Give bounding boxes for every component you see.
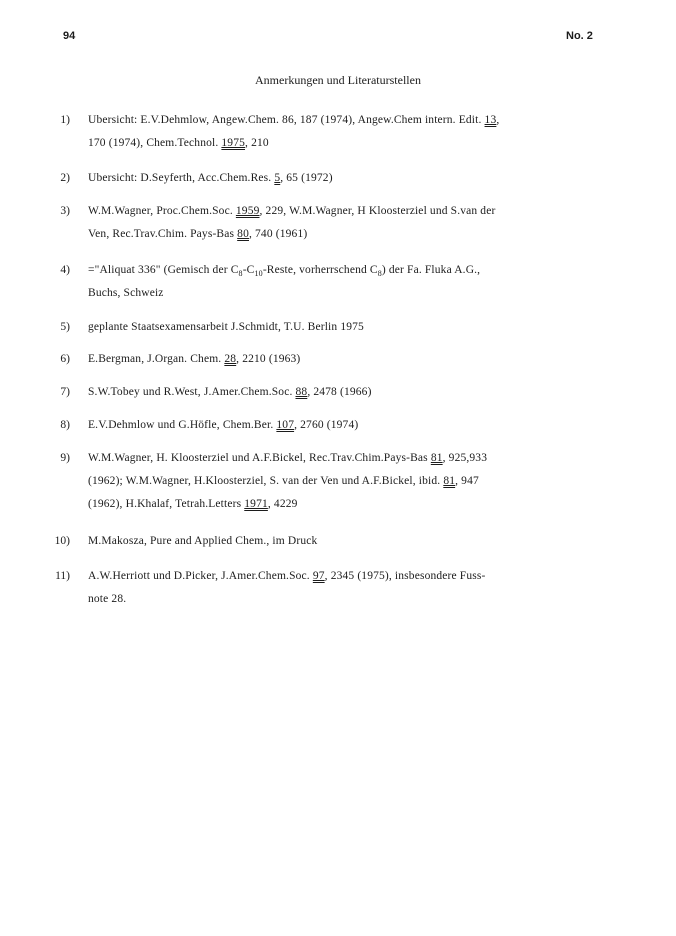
volume: 13 — [484, 114, 497, 126]
reference-line: M.Makosza, Pure and Applied Chem., im Druck — [88, 535, 318, 547]
reference-line: A.W.Herriott und D.Picker, J.Amer.Chem.Soc. 97, 2345 (1975), insbesondere Fuss- — [88, 570, 486, 582]
volume: 97 — [312, 570, 325, 582]
reference-line: 170 (1974), Chem.Technol. 1975, 210 — [88, 137, 269, 149]
volume: 5 — [274, 172, 281, 184]
reference-line: W.M.Wagner, H. Kloosterziel und A.F.Bickel, Rec.Trav.Chim.Pays-Bas 81, 925,933 — [88, 452, 488, 464]
reference-number: 7) — [60, 386, 70, 398]
reference-number: 5) — [60, 321, 70, 333]
volume: 28 — [224, 353, 237, 365]
reference-number: 9) — [60, 452, 70, 464]
volume: 88 — [295, 386, 308, 398]
reference-line: Ven, Rec.Trav.Chim. Pays-Bas 80, 740 (1961) — [88, 228, 308, 240]
reference-number: 1) — [60, 114, 70, 126]
volume: 1959 — [235, 205, 260, 217]
reference-number: 3) — [60, 205, 70, 217]
reference-number: 2) — [60, 172, 70, 184]
reference-number: 11) — [55, 570, 70, 582]
reference-line: (1962); W.M.Wagner, H.Kloosterziel, S. van der Ven und A.F.Bickel, ibid. 81, 947 — [88, 475, 479, 487]
reference-number: 10) — [54, 535, 70, 547]
reference-line: W.M.Wagner, Proc.Chem.Soc. 1959, 229, W.M.Wagner, H Kloosterziel und S.van der — [88, 205, 496, 217]
volume: 81 — [430, 452, 443, 464]
volume: 1975 — [221, 137, 246, 149]
reference-line: E.V.Dehmlow und G.Höfle, Chem.Ber. 107, 2760 (1974) — [88, 419, 359, 431]
page-number: 94 — [63, 30, 76, 42]
reference-number: 4) — [60, 264, 70, 276]
reference-line: Ubersicht: D.Seyferth, Acc.Chem.Res. 5, 65 (1972) — [88, 172, 333, 184]
reference-line: S.W.Tobey und R.West, J.Amer.Chem.Soc. 88, 2478 (1966) — [88, 386, 372, 398]
section-title: Anmerkungen und Literaturstellen — [255, 73, 421, 87]
reference-line: E.Bergman, J.Organ. Chem. 28, 2210 (1963) — [88, 353, 301, 365]
volume: 80 — [237, 228, 249, 240]
volume: 1971 — [244, 498, 268, 510]
issue-label: No. 2 — [566, 30, 593, 42]
reference-line: (1962), H.Khalaf, Tetrah.Letters 1971, 4229 — [88, 498, 298, 510]
reference-number: 8) — [60, 419, 70, 431]
reference-line: Ubersicht: E.V.Dehmlow, Angew.Chem. 86, 187 (1974), Angew.Chem intern. Edit. 13, — [88, 114, 500, 126]
volume: 81 — [443, 475, 456, 487]
reference-line: ="Aliquat 336" (Gemisch der $C_8-C_{10}$-Reste, vorherrschend $C_8$) der Fa. Fluka A.G., — [88, 264, 481, 278]
volume: 107 — [276, 419, 295, 431]
reference-line: Buchs, Schweiz — [88, 287, 164, 299]
reference-line: note 28. — [88, 593, 127, 605]
reference-number: 6) — [60, 353, 70, 365]
reference-line: geplante Staatsexamensarbeit J.Schmidt, T.U. Berlin 1975 — [88, 321, 364, 333]
